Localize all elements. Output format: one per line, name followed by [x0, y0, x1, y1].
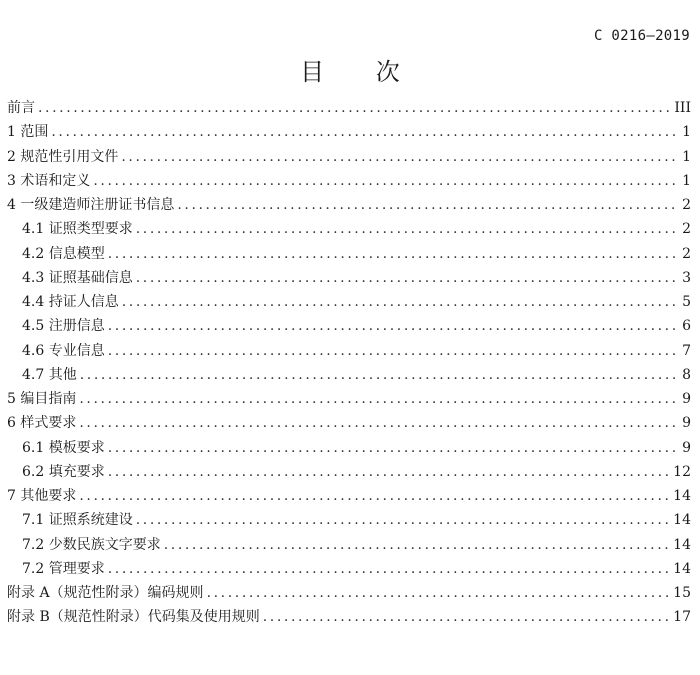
toc-entry[interactable] [7, 387, 691, 411]
dot-leader [136, 266, 679, 290]
dot-leader [51, 120, 679, 144]
toc-entry[interactable] [7, 484, 691, 508]
toc-entry-label: 6 样式要求 [7, 415, 77, 432]
toc-entry[interactable] [7, 193, 691, 217]
toc-entry-label: 7.2 管理要求 [22, 560, 105, 577]
toc-entry-label: 7.1 证照系统建设 [22, 512, 133, 529]
toc-entry[interactable] [7, 120, 691, 144]
toc-entry-page-number: 9 [682, 415, 691, 432]
toc-entry-page-number: 14 [673, 512, 691, 529]
toc-entry-page-number: 1 [682, 124, 691, 141]
toc-entry[interactable] [7, 411, 691, 435]
toc-entry[interactable] [7, 96, 691, 120]
toc-entry-page-number: 17 [673, 609, 691, 626]
table-of-contents [7, 96, 691, 630]
toc-entry[interactable] [7, 145, 691, 169]
dot-leader [177, 193, 679, 217]
toc-entry-label: 2 规范性引用文件 [7, 148, 119, 165]
toc-entry[interactable] [7, 169, 691, 193]
dot-leader [164, 533, 670, 557]
dot-leader [93, 169, 679, 193]
dot-leader [121, 145, 679, 169]
toc-entry[interactable] [7, 217, 691, 241]
toc-entry-page-number: III [674, 100, 691, 116]
toc-entry-label: 3 术语和定义 [7, 172, 91, 189]
toc-entry-label: 附录 B（规范性附录）代码集及使用规则 [7, 609, 260, 626]
dot-leader [108, 460, 670, 484]
dot-leader [207, 581, 671, 605]
toc-entry-label: 5 编目指南 [7, 391, 77, 407]
toc-entry-page-number: 15 [673, 585, 691, 601]
toc-entry[interactable] [7, 533, 691, 557]
toc-entry-page-number: 2 [682, 221, 691, 238]
toc-entry-page-number: 14 [673, 488, 691, 504]
toc-entry-page-number: 2 [682, 245, 691, 262]
toc-entry-label: 6.1 模板要求 [22, 439, 105, 456]
dot-leader [79, 411, 679, 435]
toc-entry-page-number: 5 [682, 294, 691, 310]
toc-entry[interactable] [7, 314, 691, 338]
toc-entry[interactable] [7, 581, 691, 605]
toc-entry-label: 4 一级建造师注册证书信息 [7, 197, 175, 213]
dot-leader [80, 363, 679, 387]
toc-entry[interactable] [7, 266, 691, 290]
toc-entry-page-number: 7 [682, 342, 691, 359]
toc-entry-page-number: 1 [682, 148, 691, 165]
toc-entry-page-number: 12 [673, 463, 691, 480]
dot-leader [108, 242, 679, 266]
toc-entry-label: 4.4 持证人信息 [22, 294, 119, 310]
dot-leader [108, 314, 679, 338]
toc-entry-page-number: 6 [682, 318, 691, 335]
toc-entry-page-number: 8 [682, 366, 691, 383]
toc-entry-page-number: 1 [682, 172, 691, 189]
toc-entry[interactable] [7, 363, 691, 387]
dot-leader [38, 96, 671, 120]
document-code: C 0216—2019 [593, 28, 690, 44]
toc-entry-label: 附录 A（规范性附录）编码规则 [7, 585, 204, 601]
toc-entry[interactable] [7, 508, 691, 532]
toc-title: 目 次 [300, 58, 422, 86]
toc-entry[interactable] [7, 290, 691, 314]
toc-entry-label: 6.2 填充要求 [22, 463, 105, 480]
toc-entry-page-number: 9 [682, 391, 691, 407]
toc-entry[interactable] [7, 339, 691, 363]
dot-leader [79, 387, 679, 411]
toc-entry[interactable] [7, 605, 691, 629]
toc-entry-label: 4.3 证照基础信息 [22, 269, 133, 286]
dot-leader [122, 290, 679, 314]
toc-entry[interactable] [7, 460, 691, 484]
toc-entry-page-number: 3 [682, 269, 691, 286]
dot-leader [79, 484, 670, 508]
toc-entry-label: 4.1 证照类型要求 [22, 221, 133, 238]
dot-leader [108, 339, 679, 363]
toc-entry-page-number: 14 [673, 536, 691, 553]
toc-entry-page-number: 2 [682, 197, 691, 213]
toc-entry-page-number: 14 [673, 560, 691, 577]
toc-entry-label: 4.7 其他 [22, 366, 77, 383]
toc-entry-label: 7.2 少数民族文字要求 [22, 536, 161, 553]
toc-entry-label: 4.5 注册信息 [22, 318, 105, 335]
dot-leader [263, 605, 670, 629]
dot-leader [108, 557, 670, 581]
toc-entry-label: 4.6 专业信息 [22, 342, 105, 359]
toc-entry-label: 1 范围 [7, 124, 49, 141]
dot-leader [136, 508, 670, 532]
toc-entry-page-number: 9 [682, 439, 691, 456]
dot-leader [136, 217, 679, 241]
toc-entry-label: 前言 [7, 100, 35, 116]
toc-entry[interactable] [7, 242, 691, 266]
toc-entry-label: 4.2 信息模型 [22, 245, 105, 262]
dot-leader [108, 436, 679, 460]
toc-entry[interactable] [7, 436, 691, 460]
toc-entry-label: 7 其他要求 [7, 488, 77, 504]
toc-entry[interactable] [7, 557, 691, 581]
